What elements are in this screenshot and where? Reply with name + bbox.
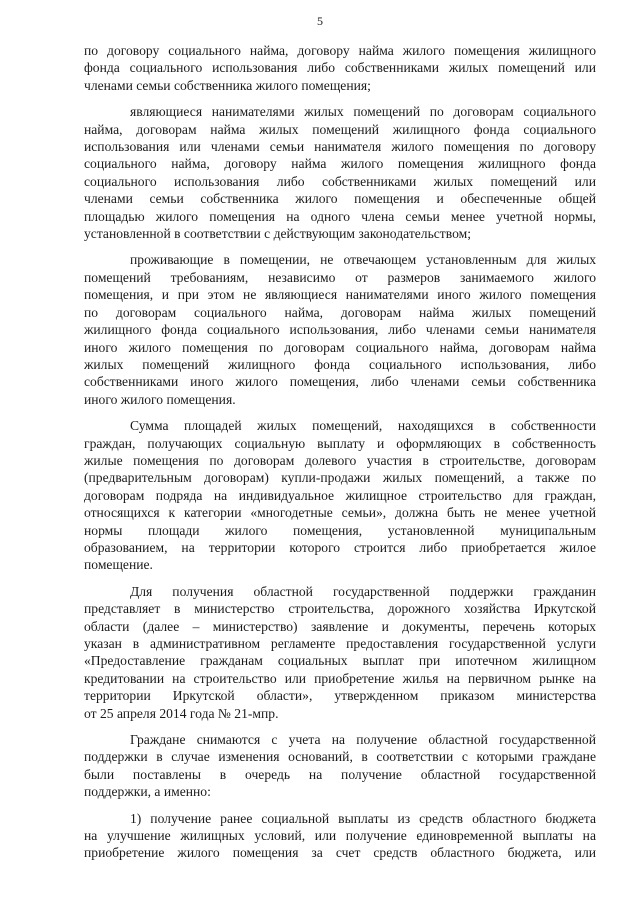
paragraph-gap [84,722,596,731]
paragraph [84,810,596,862]
text-line: области (далее – министерство) заявление и документы, перечень которых [84,618,596,634]
text-line: нормы площади жилого помещения, установленной муниципальным [84,522,596,538]
text-line: жилые помещения по договорам долевого участия в строительстве, договорам [84,452,596,468]
paragraph [84,42,596,94]
text-line: проживающие в помещении, не отвечающем установленным для жилых [130,252,596,268]
document-body [84,42,596,862]
text-line: поддержки, а именно: [84,784,211,800]
text-line: от 25 апреля 2014 года № 21-мпр. [84,705,279,721]
text-line: представляет в министерство строительства, дорожного хозяйства Иркутской [84,601,596,617]
text-line: установленной в соответствии с действующим законодательством; [84,226,471,242]
page-number: 5 [317,14,323,28]
text-line: «Предоставление гражданам социальных выплат при ипотечном жилищном [84,653,596,669]
text-line: помещения, и при этом не являющиеся нанимателями иного жилого помещения [84,287,596,303]
paragraph-gap [84,801,596,810]
text-line: относящихся к категории «многодетные семьи», должна быть не менее учетной [84,505,596,521]
text-line: фонда социального использования либо собственниками жилых помещений или [84,60,596,76]
text-line: (предварительным договорам) купли-продажи жилых помещений, а также по [84,470,596,486]
text-line: по договору социального найма, договору найма жилого помещения жилищного [84,43,596,58]
text-line: Для получения областной государственной поддержки гражданин [130,583,596,599]
text-line: Сумма площадей жилых помещений, находящихся в собственности [130,418,596,434]
text-line: жилищного фонда социального использования, либо членами семьи нанимателя [84,322,596,338]
paragraph-gap [84,408,596,417]
text-line: площадью жилого помещения на одного члена семьи менее учетной нормы, [84,208,596,224]
text-line: по договорам социального найма, договорам найма жилых помещений [84,304,596,320]
text-line: использования или членами семьи нанимателя жилого помещения по договору [84,139,596,155]
paragraph-gap [84,242,596,251]
paragraph [84,103,596,242]
text-line: Граждане снимаются с учета на получение областной государственной [130,732,596,748]
text-line: помещений требованиям, независимо от размеров занимаемого жилого [84,269,596,285]
paragraph [84,583,596,722]
paragraph-gap [84,94,596,103]
text-line: кредитовании на строительство или приобретение жилья на первичном рынке на [84,670,596,686]
text-line: указан в административном регламенте предоставления государственной услуги [84,636,596,651]
text-line: найма, договорам найма жилых помещений жилищного фонда социального [84,121,596,137]
text-line: поддержки в случае изменения оснований, в соответствии с которыми граждане [84,749,596,765]
paragraph-gap [84,574,596,583]
text-line: территории Иркутской области», утвержденном приказом министерства [84,688,596,704]
text-line: жилых помещений жилищного фонда социального использования, либо [84,356,596,372]
text-line: образованием, на территории которого строится либо приобретается жилое [84,539,596,555]
text-line: социального найма, договору найма жилого помещения жилищного фонда [84,156,596,172]
text-line: иного жилого помещения по договорам социального найма, договорам найма [84,339,596,355]
text-line: приобретение жилого помещения за счет средств областного бюджета, или [84,845,596,861]
text-line: были поставлены в очередь на получение областной государственной [84,766,596,782]
text-line: иного жилого помещения. [84,391,236,407]
text-line: граждан, получающих социальную выплату и оформляющих в собственность [84,435,596,451]
text-line: на улучшение жилищных условий, или получение единовременной выплаты на [84,828,596,844]
paragraph [84,251,596,408]
paragraph [84,731,596,801]
text-line: членами семьи собственника жилого помещения и обеспеченные общей [84,191,596,207]
text-line: 1) получение ранее социальной выплаты из средств областного бюджета [130,810,596,826]
text-line: являющиеся нанимателями жилых помещений по договорам социального [130,104,596,120]
text-line: собственниками иного жилого помещения, либо членами семьи собственника [84,374,596,390]
text-line: социального использования либо собственниками жилых помещений или [84,173,596,189]
paragraph [84,417,596,574]
text-line: договорам подряда на индивидуальное жилищное строительство для граждан, [84,487,596,503]
text-line: членами семьи собственника жилого помещения; [84,77,371,93]
text-line: помещение. [84,557,153,573]
